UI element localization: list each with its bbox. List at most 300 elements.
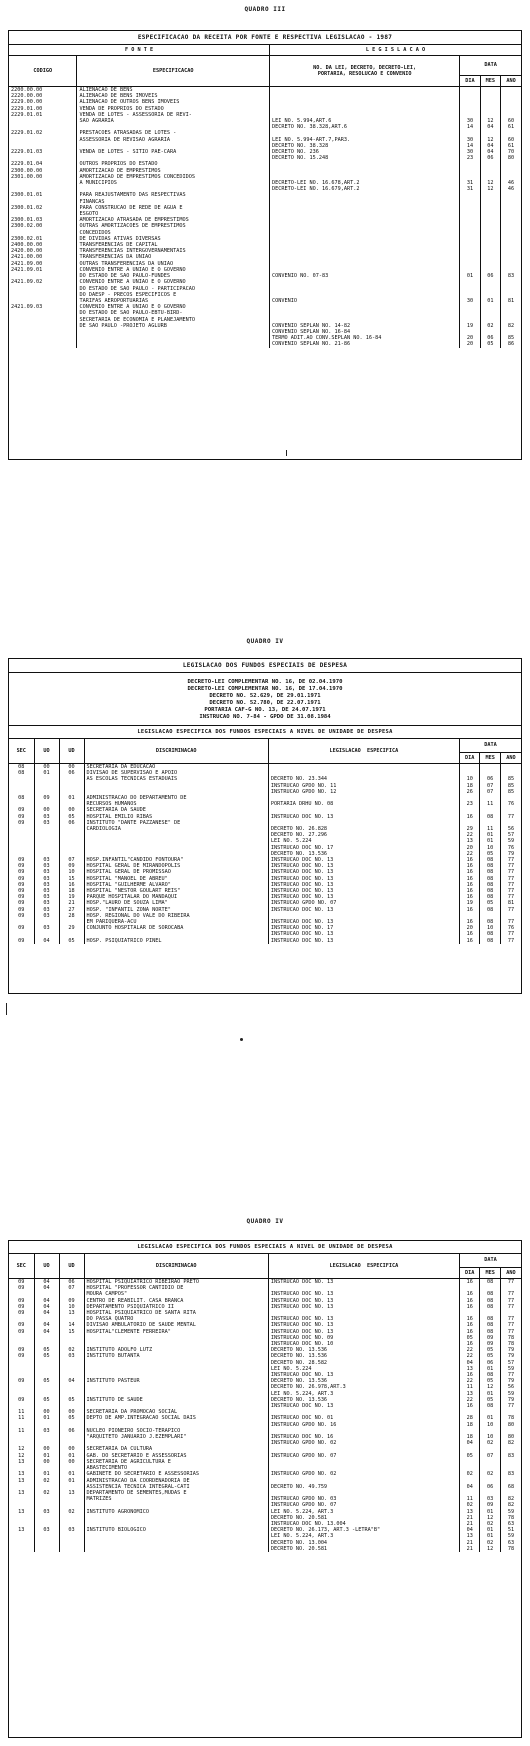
table-cell: 05 <box>59 814 84 820</box>
table-cell: HOSP. PSIQUIATRICO PINEL <box>84 938 268 944</box>
table-cell: DEPTO DE AMP.INTEGRACAO SOCIAL DAIS <box>84 1415 268 1421</box>
table-cell: 09 <box>59 1298 84 1304</box>
table-cell: 08 <box>480 1403 500 1409</box>
table-cell: 11 <box>459 1384 479 1390</box>
table-cell: 16 <box>459 857 479 863</box>
col-dia: DIA <box>459 752 479 763</box>
table-cell: 06 <box>59 1279 84 1286</box>
quadro-iv-grid-1 <box>9 739 521 944</box>
table-cell: AMORTIZACAO DE EMPRESTIMOS CONCEDIDOS <box>77 174 270 180</box>
col-mes: MES <box>480 1267 500 1278</box>
table-cell: 03 <box>34 857 59 863</box>
table-cell: ESGOTO <box>77 211 270 217</box>
table-cell: 04 <box>59 1378 84 1384</box>
table-cell: 14 <box>460 143 480 149</box>
table-row <box>9 341 521 347</box>
col-legislacao: L E G I S L A C A O <box>270 45 521 56</box>
table-cell: 2421.09.03 <box>11 304 43 311</box>
table-cell: INSTRUCAO DOC NO. 13 <box>268 1279 459 1286</box>
table-cell: DECRETO-LEI NO. 16.679,ART.2 <box>270 186 460 192</box>
table-cell: CONVENIO ENTRE A UNIAO E O GOVERNO <box>77 304 270 310</box>
table-cell: 59 <box>500 1366 521 1372</box>
col-data: DATA <box>460 56 521 76</box>
table-cell: OUTROS PROPRIOS DO ESTADO <box>77 161 270 167</box>
table-cell: 05 <box>459 1453 479 1459</box>
table-cell: 09 <box>18 1328 25 1335</box>
table-cell: PARA CONSTRUCAO DE REDE DE AGUA E <box>77 205 270 211</box>
table-cell: LEI NO. 5.994-ART.7,PAR3. <box>270 137 460 143</box>
table-cell: 30 <box>460 298 480 304</box>
table-cell: 04 <box>480 149 500 155</box>
table-cell: 03 <box>34 925 59 931</box>
table-cell: 02 <box>59 1347 84 1353</box>
col-discriminacao: DISCRIMINACAO <box>84 1254 268 1279</box>
table-cell: 00 <box>59 807 84 813</box>
table-cell: 16 <box>459 894 479 900</box>
col-mes: MES <box>480 75 500 86</box>
table-cell: EM PARIQUERA-ACU <box>84 919 268 925</box>
table-cell: 16 <box>459 876 479 882</box>
table-cell: ABASTECIMENTO <box>84 1465 268 1471</box>
table-cell: 08 <box>480 1279 500 1286</box>
table-row <box>9 1546 521 1552</box>
table-cell: 60 <box>501 118 521 124</box>
table-cell: HOSPITAL EMILIO RIBAS <box>84 814 268 820</box>
table-cell: 04 <box>480 124 500 130</box>
table-cell: 06 <box>480 1360 500 1366</box>
table-cell: 2229.00.00 <box>11 99 43 106</box>
table-cell: 16 <box>459 863 479 869</box>
table-cell: DECRETO NO. 13.536 <box>268 1353 459 1359</box>
table-cell: 05 <box>34 1378 59 1384</box>
table-cell: 12 <box>18 1452 25 1459</box>
table-cell: 2229.01.04 <box>11 161 43 168</box>
table-cell: 04 <box>459 1484 479 1490</box>
table-cell: 28 <box>59 913 84 919</box>
col-dia: DIA <box>459 1267 479 1278</box>
table-cell: 09 <box>18 937 25 944</box>
table-cell: LEI NO. 5.224 <box>268 838 459 844</box>
table-cell: 16 <box>459 1329 479 1335</box>
table-cell: 06 <box>480 273 500 279</box>
table-cell: 77 <box>500 1298 521 1304</box>
table-cell: GAB. DO SECRETARIO E ASSESSORIAS <box>84 1453 268 1459</box>
table-cell <box>480 87 500 94</box>
table-cell: 13 <box>459 1366 479 1372</box>
table-cell: 22 <box>459 1378 479 1384</box>
table-cell: 09 <box>480 1502 500 1508</box>
table-cell: 30 <box>460 149 480 155</box>
table-cell <box>34 1546 59 1552</box>
table-cell: 16 <box>459 1279 479 1286</box>
table-cell: 02 <box>480 1471 500 1477</box>
table-cell: 16 <box>459 1341 479 1347</box>
table-cell: "ARQUITETO JANUARIO J.EZEMPLARI" <box>84 1434 268 1440</box>
table-cell: INSTITUTO PASTEUR <box>84 1378 268 1384</box>
table-cell: 2229.01.01 <box>11 111 43 118</box>
table-cell: 19 <box>59 894 84 900</box>
table-cell: 46 <box>501 180 521 186</box>
table-cell: 22 <box>459 851 479 857</box>
table-cell: 13 <box>459 1391 479 1397</box>
table-cell: DECRETO NO. 23.344 <box>268 776 459 782</box>
table-cell: 77 <box>500 1329 521 1335</box>
table-cell: DIVISAO DE SUPERVISAO E APOIO <box>84 770 268 776</box>
table-cell: 20 <box>459 925 479 931</box>
table-cell: TRANSFERENCIAS DE CAPITAL <box>77 242 270 248</box>
table-cell: 13 <box>59 1310 84 1316</box>
table-cell: 82 <box>501 323 521 329</box>
table-cell: 05 <box>480 1378 500 1384</box>
table-cell: DECRETO NO. 236 <box>270 149 460 155</box>
table-cell: 00 <box>59 1409 84 1415</box>
table-cell: LEI NO. 5.224, ART.3 <box>268 1391 459 1397</box>
table-cell: INSTRUCAO DOC NO. 13 <box>268 938 459 944</box>
scan-mark <box>286 450 287 456</box>
col-ano: ANO <box>500 752 521 763</box>
table-cell <box>9 1546 34 1552</box>
quadro-iv-grid-2 <box>9 1254 521 1552</box>
table-cell: 11 <box>459 1496 479 1502</box>
table-cell: 03 <box>59 1353 84 1359</box>
table-cell: 77 <box>500 1316 521 1322</box>
table-cell: VENDA DE LOTES - ASSESSORIA DE REVI- <box>77 112 270 118</box>
table-cell: 11 <box>480 801 500 807</box>
col-ud: UD <box>59 1254 84 1279</box>
table-cell: 21 <box>59 900 84 906</box>
table-cell: 19 <box>459 900 479 906</box>
table-cell: HOSPITAL GERAL DE MIRANDOPOLIS <box>84 863 268 869</box>
table-cell: 59 <box>500 1509 521 1515</box>
table-cell: 04 <box>459 1440 479 1446</box>
table-cell: FINANCAS <box>77 199 270 205</box>
quadro-iv-title-1: QUADRO IV <box>246 638 284 645</box>
table-cell: A MUNICIPIOS <box>77 180 270 186</box>
table-cell <box>270 87 460 94</box>
table-cell <box>9 341 77 347</box>
table-cell: 03 <box>480 1496 500 1502</box>
quadro-iv-table-2 <box>8 1240 522 1738</box>
table-cell: 02 <box>480 323 500 329</box>
table-cell: 29 <box>59 925 84 931</box>
table-cell: 08 <box>480 814 500 820</box>
table-cell: 56 <box>500 1384 521 1390</box>
table-cell: SECRETARIA DA PROMOCAO SOCIAL <box>84 1409 268 1415</box>
table-cell: DECRETO NO. 13.536 <box>268 1397 459 1403</box>
table-cell: 22 <box>459 1397 479 1403</box>
table-cell: 09 <box>18 1297 25 1304</box>
table-cell: 2300.01.03 <box>11 217 43 224</box>
table-cell: 2421.09.00 <box>11 260 43 267</box>
table-cell: 01 <box>480 298 500 304</box>
table-cell: 08 <box>480 1329 500 1335</box>
table-cell: 21 <box>459 1521 479 1527</box>
table-cell: 07 <box>59 857 84 863</box>
table-cell: INSTRUCAO DOC NO. 13.004 <box>268 1521 459 1527</box>
table-cell: 10 <box>459 776 479 782</box>
quadro-iii-rows <box>9 87 521 348</box>
table-cell: 07 <box>480 1453 500 1459</box>
table-cell: 03 <box>34 882 59 888</box>
table-cell: 2421.09.01 <box>11 266 43 273</box>
table-cell: PARA REAJUSTAMENTO DAS RESPECTIVAS <box>77 192 270 198</box>
table-cell: 79 <box>500 1353 521 1359</box>
table-cell: 04 <box>459 1527 479 1533</box>
table-cell: DECRETO NO. 13.004 <box>268 1540 459 1546</box>
table-cell: INSTRUCAO DOC NO. 13 <box>268 1372 459 1378</box>
table-cell: 2421.09.02 <box>11 279 43 286</box>
table-cell: 08 <box>480 1316 500 1322</box>
table-cell: 09 <box>480 1335 500 1341</box>
table-cell: 68 <box>500 1484 521 1490</box>
table-cell: 13 <box>59 1490 84 1496</box>
table-cell: INSTITUTO BIOLOGICO <box>84 1527 268 1533</box>
table-cell: 06 <box>59 770 84 776</box>
table-cell: INSTRUCAO GPDO NO. 07 <box>268 1453 459 1459</box>
table-row <box>9 938 521 944</box>
table-cell: 77 <box>500 863 521 869</box>
table-cell: 85 <box>500 789 521 795</box>
table-cell: 83 <box>500 1471 521 1477</box>
table-cell: 61 <box>501 124 521 130</box>
table-cell: 01 <box>480 832 500 838</box>
table-cell: 61 <box>501 143 521 149</box>
table-cell: 16 <box>459 1298 479 1304</box>
table-cell: HOSPITAL "NESTOR GOULART REIS" <box>84 888 268 894</box>
table-cell <box>84 1546 268 1552</box>
table-cell: 05 <box>34 1397 59 1403</box>
table-cell: INSTRUCAO DOC NO. 13 <box>268 1329 459 1335</box>
table-cell: 04 <box>34 1310 59 1316</box>
table-cell: 28 <box>459 1415 479 1421</box>
table-cell: 01 <box>480 1366 500 1372</box>
table-cell: 07 <box>480 789 500 795</box>
table-cell: 01 <box>59 1471 84 1477</box>
quadro-iv-subheader-1: LEGISLACAO ESPECIFICA DOS FUNDOS ESPECIAIS A NIVEL DE UNIDADE DE DESPESA <box>9 726 521 739</box>
table-cell: LEI NO. 5.994,ART.6 <box>270 118 460 124</box>
table-cell: PRESTACOES ATRASADAS DE LOTES - <box>77 130 270 136</box>
table-cell: DO ESTADO DE SAO PAULO - PARTICIPACAO <box>77 286 270 292</box>
table-cell: INSTRUCAO DOC NO. 16 <box>268 1434 459 1440</box>
table-cell: 03 <box>34 913 59 919</box>
table-cell: DECRETO NO. 26.978,ART.3 <box>268 1384 459 1390</box>
col-legislacao-especifica: LEGISLACAO ESPECIFICA <box>268 1254 459 1279</box>
table-cell: 22 <box>459 832 479 838</box>
table-cell: 16 <box>459 907 479 913</box>
table-cell: 09 <box>18 1322 25 1329</box>
table-cell: AMORTIZACAO DE EMPRESTIMOS <box>77 168 270 174</box>
table-cell: 14 <box>460 124 480 130</box>
table-cell: 59 <box>500 1391 521 1397</box>
table-cell: RECURSOS HUMANOS <box>84 801 268 807</box>
table-cell: 09 <box>18 1285 25 1292</box>
table-cell: 77 <box>500 1322 521 1328</box>
table-cell: 77 <box>500 894 521 900</box>
table-cell: 82 <box>500 1502 521 1508</box>
table-cell: 03 <box>34 907 59 913</box>
table-cell: 01 <box>59 1478 84 1484</box>
table-cell: HOSP. "INFANTIL ZONA NORTE" <box>84 907 268 913</box>
table-cell: 08 <box>480 1298 500 1304</box>
table-cell: 09 <box>18 875 25 882</box>
table-cell: 26 <box>459 789 479 795</box>
col-sec: SEC <box>16 1262 26 1269</box>
table-cell: 30 <box>460 137 480 143</box>
table-cell: TRANSFERENCIAS DA UNIAO <box>77 254 270 260</box>
table-cell: OUTRAS TRANSFERENCIAS DA UNIAO <box>77 261 270 267</box>
table-cell: 2300.01.01 <box>11 192 43 199</box>
table-cell: 21 <box>459 1546 479 1552</box>
table-cell: 16 <box>459 888 479 894</box>
table-cell: CONVENIO SEPLAN NO. 21-86 <box>270 341 460 347</box>
table-cell: HOSP."LAURO DE SOUZA LIMA" <box>84 900 268 906</box>
table-cell: 16 <box>459 919 479 925</box>
table-cell: ALIENACAO DE BENS <box>77 87 270 94</box>
table-cell: 59 <box>500 1533 521 1539</box>
table-cell: 2421.00.00 <box>11 254 43 261</box>
table-cell: 04 <box>34 938 59 944</box>
table-cell: 12 <box>18 1446 25 1453</box>
table-cell: 09 <box>18 888 25 895</box>
table-cell: 01 <box>480 1391 500 1397</box>
table-cell: 08 <box>18 770 25 777</box>
decree-line: DECRETO NO. 52.629, DE 29.01.1971 <box>209 693 321 699</box>
table-cell: DECRETO NO. 26.173, ART.3 -LETRA"B" <box>268 1527 459 1533</box>
table-cell: DECRETO NO. 13.536 <box>268 1347 459 1353</box>
table-cell: 78 <box>500 1515 521 1521</box>
table-cell: 01 <box>480 838 500 844</box>
table-cell: 79 <box>500 1347 521 1353</box>
table-cell: DECRETO NO. 49.759 <box>268 1484 459 1490</box>
table-cell: 04 <box>34 1285 59 1291</box>
table-cell: 85 <box>500 783 521 789</box>
table-cell: 08 <box>480 888 500 894</box>
table-cell: 14 <box>59 1322 84 1328</box>
table-cell: 04 <box>34 1322 59 1328</box>
table-cell: 16 <box>59 882 84 888</box>
table-cell: MOURA CAMPOS" <box>84 1291 268 1297</box>
table-cell: ASSISTENCIA TECNICA INTEGRAL-CATI <box>84 1484 268 1490</box>
table-cell: 04 <box>459 1360 479 1366</box>
table-cell: 08 <box>480 857 500 863</box>
table-cell: DECRETO NO. 38.328,ART.6 <box>270 124 460 130</box>
table-cell: 03 <box>34 900 59 906</box>
table-cell <box>59 1546 84 1552</box>
table-cell: INSTRUCAO DOC NO. 13 <box>268 1403 459 1409</box>
table-cell: HOSP.INFANTIL"CANDIDO FONTOURA" <box>84 857 268 863</box>
col-data: DATA <box>459 739 521 752</box>
table-cell: DO ESTADO DE SAO PAULO-FUNDES <box>77 273 270 279</box>
table-cell <box>501 87 521 94</box>
table-cell: 05 <box>59 1397 84 1403</box>
table-cell: 07 <box>480 783 500 789</box>
table-cell: 20 <box>460 341 480 347</box>
table-cell: DECRETO NO. 20.581 <box>268 1546 459 1552</box>
table-cell: SECRETARIA DE ECONOMIA E PLANEJAMENTO <box>77 317 270 323</box>
table-cell: 09 <box>18 881 25 888</box>
table-cell: 03 <box>34 1509 59 1515</box>
table-cell: 13 <box>18 1471 25 1478</box>
table-cell: 22 <box>459 1347 479 1353</box>
table-cell: 77 <box>500 907 521 913</box>
table-cell: 09 <box>480 1341 500 1347</box>
table-cell: ADMINISTRACAO DO DEPARTAMENTO DE <box>84 795 268 801</box>
table-cell: 10 <box>59 869 84 875</box>
table-cell: 10 <box>480 845 500 851</box>
table-cell: 23 <box>459 801 479 807</box>
table-cell: 09 <box>18 819 25 826</box>
table-cell: 13 <box>459 1509 479 1515</box>
table-cell: 03 <box>34 814 59 820</box>
table-cell: 03 <box>34 820 59 826</box>
table-cell: INSTRUCAO GPDO NO. 16 <box>268 1422 459 1428</box>
quadro-iv-rows-1 <box>9 764 521 944</box>
table-cell: INSTITUTO ADOLFO LUTZ <box>84 1347 268 1353</box>
table-cell: DECRETO NO. 15.248 <box>270 155 460 161</box>
table-cell: ADMINISTRACAO DA COORDENADORIA DE <box>84 1478 268 1484</box>
table-cell: 08 <box>18 764 25 770</box>
table-cell: INSTRUCAO DOC NO. 13 <box>268 814 459 820</box>
table-cell: 18 <box>459 783 479 789</box>
table-cell: CONJUNTO HOSPITALAR DE SOROCABA <box>84 925 268 931</box>
table-cell: INSTRUCAO GPDO NO. 07 <box>268 900 459 906</box>
table-cell: 19 <box>460 323 480 329</box>
table-cell: 78 <box>500 1415 521 1421</box>
table-cell: 08 <box>480 894 500 900</box>
col-especificacao: ESPECIFICACAO <box>77 56 270 87</box>
table-cell: 16 <box>459 1372 479 1378</box>
table-cell: DO ESTADO DE SAO PAULO-EBTU-BIRD- <box>77 310 270 316</box>
table-cell: 06 <box>59 820 84 826</box>
table-cell: 77 <box>500 1372 521 1378</box>
table-cell: 01 <box>480 1527 500 1533</box>
table-cell: 11 <box>18 1409 25 1416</box>
table-cell: 2229.01.02 <box>11 130 43 137</box>
table-cell: INSTRUCAO DOC NO. 13 <box>268 888 459 894</box>
table-cell <box>459 764 479 771</box>
decree-line: PORTARIA CAF-G NO. 13, DE 24.07.1971 <box>204 707 326 713</box>
table-cell: DO PASSA QUATRO <box>84 1316 268 1322</box>
table-cell: 03 <box>34 888 59 894</box>
table-cell: 09 <box>18 807 25 814</box>
table-cell: ASSESSORIA DE REVISAO AGRARIA <box>77 137 270 143</box>
quadro-iv-rows-2 <box>9 1279 521 1552</box>
table-cell: 02 <box>59 1509 84 1515</box>
table-cell: 01 <box>59 795 84 801</box>
table-cell: 78 <box>500 1341 521 1347</box>
table-cell: 03 <box>59 1527 84 1533</box>
quadro-iv-table-1 <box>8 658 522 994</box>
table-cell: 13 <box>18 1477 25 1484</box>
table-cell: ALIENACAO DE OUTROS BENS IMOVEIS <box>77 99 270 105</box>
table-cell: 03 <box>34 1428 59 1434</box>
table-cell: OUTRAS AMORTIZACOES DE EMPRESTIMOS <box>77 223 270 229</box>
table-cell: INSTRUCAO DOC NO. 13 <box>268 931 459 937</box>
table-cell: 77 <box>500 1279 521 1286</box>
table-cell: 09 <box>18 813 25 820</box>
table-row <box>9 1279 521 1286</box>
table-cell: INSTRUCAO DOC NO. 13 <box>268 907 459 913</box>
table-cell: 16 <box>459 814 479 820</box>
table-cell: INSTRUCAO DOC NO. 13 <box>268 919 459 925</box>
quadro-iv-title-2: QUADRO IV <box>246 1218 284 1225</box>
table-cell: 03 <box>34 869 59 875</box>
table-cell: 09 <box>18 857 25 864</box>
table-cell: 60 <box>501 137 521 143</box>
table-cell: 79 <box>500 1397 521 1403</box>
table-cell: DECRETO NO. 20.581 <box>268 1515 459 1521</box>
table-cell: 02 <box>459 1471 479 1477</box>
